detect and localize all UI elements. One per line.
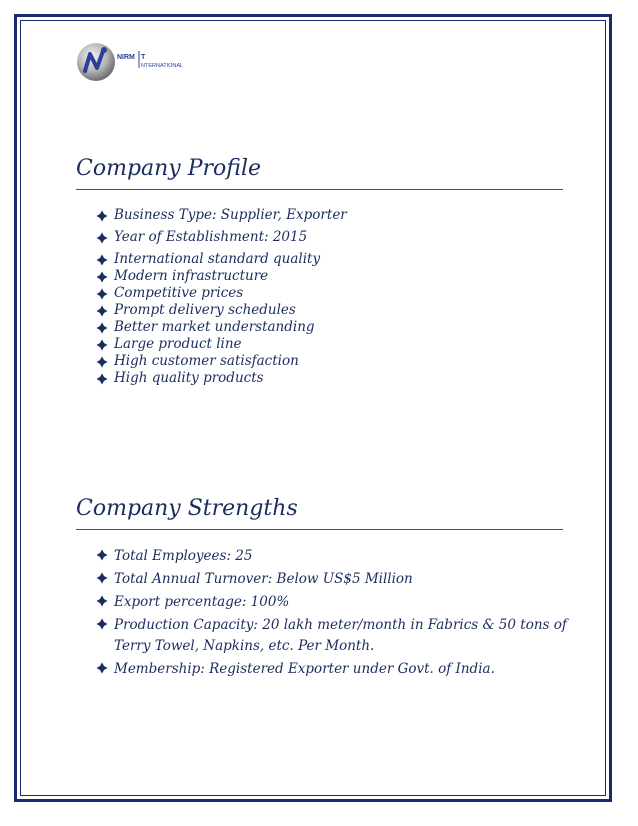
list-item-text: International standard quality	[114, 251, 321, 267]
list-item	[96, 592, 576, 613]
list-item	[96, 268, 576, 285]
list-item-text: Large product line	[114, 336, 242, 352]
diamond-bullet-icon	[96, 305, 108, 317]
list-item	[96, 251, 576, 268]
profile-divider	[76, 189, 563, 190]
diamond-bullet-icon	[96, 271, 108, 283]
company-profile-list	[96, 207, 576, 387]
list-item-text: Production Capacity: 20 lakh meter/month in Fabrics & 50 tons of Terry Towel, Napkins, etc. Per Month.	[114, 617, 567, 654]
list-item	[96, 569, 576, 590]
diamond-bullet-icon	[96, 210, 108, 222]
list-item-text: Total Employees: 25	[114, 548, 253, 564]
list-item-text: Membership: Registered Exporter under Govt. of India.	[114, 661, 495, 677]
list-item	[96, 319, 576, 336]
list-item-text: Total Annual Turnover: Below US$5 Million	[114, 571, 413, 587]
diamond-bullet-icon	[96, 254, 108, 266]
list-item-text: Prompt delivery schedules	[114, 302, 296, 318]
list-item-text: Business Type: Supplier, Exporter	[114, 207, 347, 223]
list-item-text: Modern infrastructure	[114, 268, 269, 284]
diamond-bullet-icon	[96, 373, 108, 385]
company-strengths-heading: Company Strengths	[76, 496, 298, 521]
company-profile-heading: Company Profile	[76, 156, 262, 181]
diamond-bullet-icon	[96, 595, 108, 607]
logo-brand-sub: NTERNATIONAL	[141, 63, 184, 69]
list-item-text: Year of Establishment: 2015	[114, 229, 308, 245]
diamond-bullet-icon	[96, 618, 108, 630]
diamond-bullet-icon	[96, 232, 108, 244]
diamond-bullet-icon	[96, 356, 108, 368]
list-item-text: High quality products	[114, 370, 264, 386]
company-logo	[76, 42, 206, 82]
list-item	[96, 659, 576, 680]
list-item	[96, 302, 576, 319]
diamond-bullet-icon	[96, 662, 108, 674]
list-item	[96, 336, 576, 353]
diamond-bullet-icon	[96, 549, 108, 561]
list-item-text: High customer satisfaction	[114, 353, 299, 369]
list-item	[96, 229, 576, 246]
logo-brand-right: T	[141, 54, 146, 61]
diamond-bullet-icon	[96, 572, 108, 584]
list-item	[96, 353, 576, 370]
nirmit-logo-icon	[76, 42, 206, 82]
list-item-text: Competitive prices	[114, 285, 244, 301]
list-item	[96, 370, 576, 387]
strengths-divider	[76, 529, 563, 530]
diamond-bullet-icon	[96, 322, 108, 334]
list-item	[96, 615, 576, 657]
list-item	[96, 207, 576, 224]
logo-brand-left: NIRM	[117, 54, 135, 61]
company-strengths-list	[96, 546, 576, 682]
list-item-text: Better market understanding	[114, 319, 315, 335]
list-item-text: Export percentage: 100%	[114, 594, 290, 610]
list-item	[96, 546, 576, 567]
list-item	[96, 285, 576, 302]
diamond-bullet-icon	[96, 288, 108, 300]
diamond-bullet-icon	[96, 339, 108, 351]
